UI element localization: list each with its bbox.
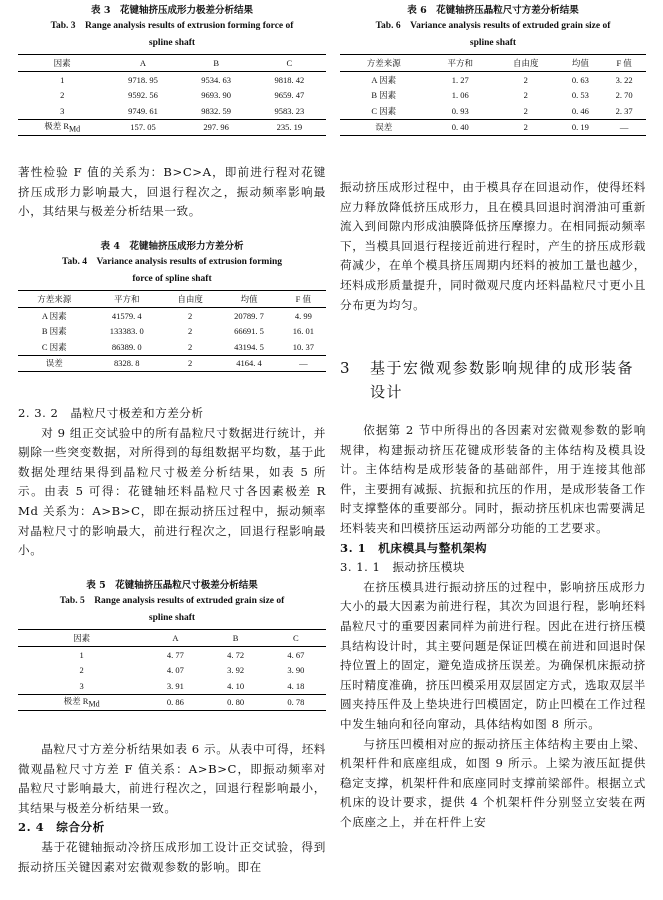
table-cell: C 因素 [41, 341, 67, 352]
header-cell: 均值 [559, 55, 603, 72]
table-6-block [340, 4, 646, 136]
table-cell: 3. 90 [287, 665, 305, 676]
header-cell: C [266, 630, 326, 647]
table-3 [18, 54, 326, 136]
table-header-row [18, 55, 326, 72]
table-3-caption-en-line2: spline shaft [148, 38, 196, 48]
table-cell: 4. 77 [166, 649, 184, 660]
range-subscript: Md [88, 700, 100, 710]
table-cell: 2 [187, 310, 193, 321]
table-cell: 10. 37 [292, 341, 314, 352]
table-row [18, 308, 326, 324]
table-cell: 0. 46 [571, 105, 589, 116]
table-cell: 3. 22 [615, 74, 633, 85]
table-cell: 9749. 61 [128, 105, 158, 116]
header-cell: 自由度 [163, 291, 217, 308]
table-cell: 9583. 23 [274, 105, 305, 116]
right-para-1-block [340, 178, 646, 315]
body-paragraph: 与挤压凹模相对应的振动挤压主体结构主要由上梁、机架杆件和底座组成，如图 9 所示。上梁为液压缸提供稳定支撑，机架杆件和底座同时支撑前梁部件。根据立式机床的设计要求，提供 4 个机架杆件分别竖立安装在两个底座之上，并在杆件上安 [340, 736, 646, 829]
table-cell: 2 [523, 90, 528, 101]
header-cell: 均值 [217, 291, 280, 308]
section-3-heading-row [340, 356, 646, 404]
header-cell: F 值 [281, 291, 326, 308]
body-paragraph: 在挤压模具进行振动挤压的过程中，影响挤压成形力大小的最大因素为前进行程，其次为回退行程，影响坯料晶粒尺寸的重要因素同样为前进行程。因此在进行挤压模具结构设计时，其主要问题是保证凹模在前进和回退时保持位置上的固定，避免造成挤压误差。为确保机床振动挤压时精度准确，挤压凹模采用双层固定方式，选取双层半圆夹持压件及上垫块进行凹模固定，防止凹模在工作过程中发生轴向和径向窜动，具体结构如图 8 所示。 [340, 579, 646, 731]
table-cell: 0. 93 [451, 105, 469, 116]
table-cell: 3. 92 [227, 665, 245, 676]
table-cell: 297. 96 [180, 119, 253, 136]
header-cell: F 值 [602, 55, 646, 72]
table-4-block [18, 240, 326, 372]
table-cell: B 因素 [41, 326, 67, 337]
section-heading-3-1-1: 3. 1. 1 振动挤压模块 [340, 560, 466, 575]
table-cell: 8328. 8 [90, 355, 162, 372]
table-cell: 9718. 95 [128, 74, 158, 85]
table-cell: 2 [163, 355, 217, 372]
table-cell: 9693. 90 [201, 90, 232, 101]
table-cell [18, 694, 145, 711]
table-3-block [18, 4, 326, 136]
table-cell: 0. 19 [559, 119, 603, 136]
table-cell: B 因素 [371, 90, 397, 101]
table-row [18, 678, 326, 694]
table-row-range [18, 119, 326, 136]
table-cell: A 因素 [41, 310, 67, 321]
table-cell: 0. 86 [145, 694, 205, 711]
table-cell: 0. 63 [571, 74, 589, 85]
table-cell: 2. 70 [615, 90, 633, 101]
header-cell: B [206, 630, 266, 647]
table-cell: 4. 18 [287, 680, 305, 691]
table-cell: 16. 01 [292, 326, 314, 337]
left-para-3-block [18, 740, 326, 877]
section-heading-2-4 [18, 818, 326, 838]
header-cell: 因素 [18, 630, 145, 647]
range-label: 极差 R [63, 696, 89, 707]
section-heading-2-4-text: 2. 4 综合分析 [18, 820, 105, 835]
table-cell: 4. 67 [287, 649, 305, 660]
table-cell: 9534. 63 [201, 74, 232, 85]
table-row [18, 663, 326, 679]
header-cell: 平方和 [427, 55, 493, 72]
table-cell: 20789. 7 [234, 310, 264, 321]
table-6 [340, 54, 646, 136]
table-4-caption-en-line1: Tab. 4 Variance analysis results of extrusion forming [61, 257, 282, 267]
table-cell: C 因素 [371, 105, 397, 116]
table-cell: 4164. 4 [217, 355, 280, 372]
header-cell: 平方和 [90, 291, 162, 308]
table-5-caption-cn: 表 5 花键轴挤压晶粒尺寸极差分析结果 [86, 580, 258, 591]
table-cell: 0. 80 [206, 694, 266, 711]
table-cell: 4. 99 [294, 310, 312, 321]
table-cell: 133383. 0 [109, 326, 144, 337]
section-3-number: 3 [340, 359, 352, 377]
table-5 [18, 629, 326, 711]
table-cell: 157. 05 [106, 119, 179, 136]
table-cell: 2 [79, 665, 84, 676]
section-heading-2-3-2: 2. 3. 2 晶粒尺寸极差和方差分析 [18, 406, 204, 420]
body-paragraph: 基于花键轴振动冷挤压成形加工设计正交试验，得到振动挤压关键因素对宏微观参数的影响。即在 [18, 839, 326, 874]
header-cell: 方差来源 [340, 55, 427, 72]
table-row [18, 72, 326, 88]
section-heading-3-1 [340, 539, 646, 559]
table-cell: 2 [187, 326, 193, 337]
table-cell: 41579. 4 [111, 310, 142, 321]
section-3-title: 基于宏微观参数影响规律的成形装备设计 [370, 359, 635, 401]
table-4-caption-cn: 表 4 花键轴挤压成形力方差分析 [100, 241, 244, 252]
body-paragraph: 依据第 2 节中所得出的各因素对宏微观参数的影响规律，构建振动挤压花键成形装备的主体结构及模具设计。主体结构是成形装备的基础部件，用于连接其他部件，主要拥有减振、抗振和抗压的作用，是成形装备工作时支撑整体的重要部分。同时，振动挤压机床也需要满足坯料装夹和凹模挤压运动两部分功能的工艺要求。 [340, 423, 646, 535]
table-cell: 1 [60, 74, 65, 85]
table-cell: 9832. 59 [201, 105, 232, 116]
table-row [18, 647, 326, 663]
body-paragraph: 对 9 组正交试验中的所有晶粒尺寸数据进行统计，并剔除一些突变数据，对所得到的每组数据平均数，基于此数据处理结果得到晶粒尺寸极差分析结果，如表 5 所示。由表 5 可得：花键轴坯料晶粒尺寸各因素极差 R Md 关系为：A>B>C，即在振动挤压过程中，振动频率对晶粒尺寸的影响最大，前进行程次之，回退行程影响最小。 [18, 425, 326, 558]
table-cell: 86389. 0 [111, 341, 142, 352]
table-cell: 4. 10 [227, 680, 245, 691]
table-cell: 2 [187, 341, 193, 352]
table-cell: 4. 72 [227, 649, 245, 660]
header-cell: A [145, 630, 205, 647]
header-cell: A [106, 55, 179, 72]
table-3-caption-cn: 表 3 花键轴挤压成形力极差分析结果 [91, 5, 253, 16]
table-cell: 4. 07 [166, 665, 184, 676]
table-cell: 235. 19 [253, 119, 326, 136]
table-row-range [18, 694, 326, 711]
table-cell: 43194. 5 [234, 341, 264, 352]
left-para-1-block [18, 163, 326, 222]
table-row [340, 88, 646, 104]
table-row [340, 103, 646, 119]
table-3-caption-en-line1: Tab. 3 Range analysis results of extrusion forming force of [50, 21, 294, 31]
table-6-caption-en-line2: spline shaft [469, 38, 517, 48]
table-5-caption-en-line1: Tab. 5 Range analysis results of extruded grain size of [59, 596, 285, 606]
header-cell: B [180, 55, 253, 72]
table-cell: 1 [79, 649, 84, 660]
table-cell: — [281, 355, 326, 372]
table-cell: 1. 27 [451, 74, 469, 85]
range-subscript: Md [69, 125, 81, 135]
section-heading-3-1-text: 3. 1 机床模具与整机架构 [340, 540, 488, 555]
table-header-row [340, 55, 646, 72]
table-header-row [18, 630, 326, 647]
header-cell: 方差来源 [18, 291, 90, 308]
header-cell: C [253, 55, 326, 72]
table-cell: A 因素 [371, 74, 397, 85]
table-cell: 误差 [18, 355, 90, 372]
table-header-row [18, 291, 326, 308]
table-4 [18, 290, 326, 372]
table-cell: 2 [493, 119, 559, 136]
table-row-error [340, 119, 646, 136]
table-5-block [18, 579, 326, 711]
table-cell: 0. 78 [266, 694, 326, 711]
table-5-caption-en-line2: spline shaft [148, 613, 196, 623]
table-row [18, 88, 326, 104]
body-paragraph: 晶粒尺寸方差分析结果如表 6 示。从表中可得，坯料微观晶粒尺寸方差 F 值关系：A>B>C，即振动频率对晶粒尺寸影响最大，前进行程次之，回退行程影响最小，其结果与极差分析结果一致。 [18, 742, 326, 815]
table-cell: 9592. 56 [128, 90, 158, 101]
header-cell: 因素 [18, 55, 106, 72]
table-4-caption-en-line2: force of spline shaft [132, 274, 212, 284]
body-paragraph: 著性检验 F 值的关系为：B>C>A，即前进行程对花键挤压成形力影响最大，回退行程次之，振动频率影响最小，其结果与极差分析结果一致。 [18, 165, 326, 219]
table-cell: 9659. 47 [274, 90, 305, 101]
table-cell: 2 [60, 90, 65, 101]
table-6-caption-en-line1: Tab. 6 Variance analysis results of extruded grain size of [375, 21, 611, 31]
table-cell: 3 [79, 680, 84, 691]
table-6-caption-cn: 表 6 花键轴挤压晶粒尺寸方差分析结果 [407, 5, 579, 16]
table-cell: 0. 40 [427, 119, 493, 136]
table-cell: 66691. 5 [234, 326, 264, 337]
table-cell: 0. 53 [571, 90, 589, 101]
range-label: 极差 R [44, 121, 70, 132]
table-cell [18, 119, 106, 136]
table-cell: — [602, 119, 646, 136]
table-row [340, 72, 646, 88]
body-paragraph: 振动挤压成形过程中，由于模具存在回退动作，使得坯料应力释放降低挤压成形力，且在模具回退时润滑油可重新流入到间隙内形成油膜降低挤压摩擦力。在相同振动频率下，当模具回退行程接近前进行程时，产生的挤压成形载荷减少，在单个模具挤压周期内坯料的被加工量也越少，坯料成形质量提升，同时微观尺度内坯料晶粒尺寸更小且分布更为均匀。 [340, 180, 646, 312]
table-row [18, 339, 326, 355]
table-cell: 9818. 42 [274, 74, 305, 85]
table-cell: 2. 37 [615, 105, 633, 116]
section-2-3-2-block [18, 404, 326, 561]
table-cell: 2 [523, 74, 528, 85]
header-cell: 自由度 [493, 55, 559, 72]
table-cell: 2 [523, 105, 528, 116]
table-cell: 3 [60, 105, 65, 116]
table-cell: 3. 91 [166, 680, 184, 691]
right-para-2-block [340, 421, 646, 832]
table-row [18, 324, 326, 340]
table-cell: 误差 [340, 119, 427, 136]
table-cell: 1. 06 [451, 90, 469, 101]
section-3-heading [340, 356, 646, 404]
table-row [18, 103, 326, 119]
table-row-error [18, 355, 326, 372]
